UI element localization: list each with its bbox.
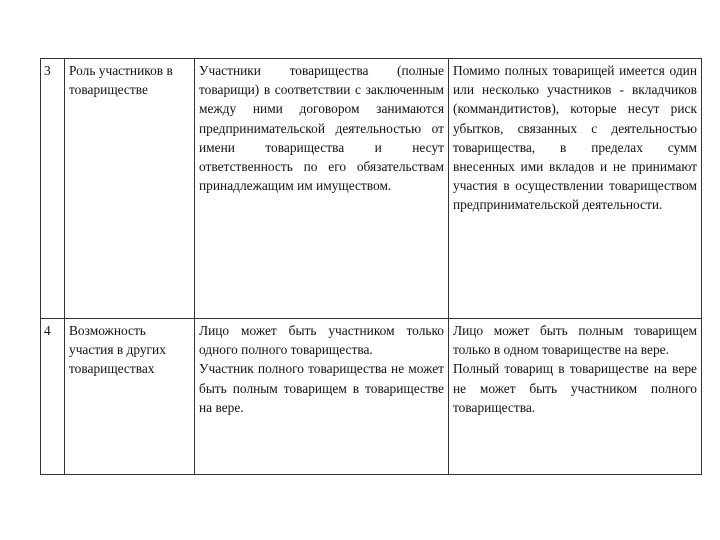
full-partnership-paragraph-2: Участник полного товарищества не может быть полным товарищем в товариществе на вере.	[199, 361, 444, 415]
criterion-cell	[65, 319, 195, 475]
criterion-text: Роль участников в товариществе	[69, 63, 173, 98]
comparison-table	[40, 58, 702, 475]
row-number	[41, 319, 65, 475]
limited-partnership-paragraph-1: Лицо может быть полным товарищем только в одном товариществе на вере.	[453, 323, 697, 358]
criterion-cell	[65, 59, 195, 319]
full-partnership-cell	[195, 319, 449, 475]
full-partnership-cell	[195, 59, 449, 319]
full-partnership-text: Участники товарищества (полные товарищи) в соответствии с заключенным между ними договором занимаются предпринимательской деятельностью от имени товарищества и несут ответственность по его обязательствам принадлежащим им имуществом.	[199, 63, 444, 194]
limited-partnership-cell	[449, 59, 702, 319]
limited-partnership-text: Помимо полных товарищей имеется один или несколько участников - вкладчиков (коммандитистов), которые несут риск убытков, связанных с деятельностью товарищества, в пределах сумм внесенных ими вкладов и не принимают участия в осуществлении товариществом предпринимательской деятельности.	[453, 63, 697, 213]
limited-partnership-cell	[449, 319, 702, 475]
table-row-role	[41, 59, 702, 319]
row-number	[41, 59, 65, 319]
table-row-participation	[41, 319, 702, 475]
limited-partnership-paragraph-2: Полный товарищ в товариществе на вере не может быть участником полного товарищества.	[453, 361, 697, 415]
full-partnership-paragraph-1: Лицо может быть участником только одного полного товарищества.	[199, 323, 444, 358]
row-number-text: 3	[44, 63, 51, 78]
row-number-text: 4	[44, 323, 51, 338]
criterion-text: Возможность участия в других товариществах	[69, 323, 166, 377]
